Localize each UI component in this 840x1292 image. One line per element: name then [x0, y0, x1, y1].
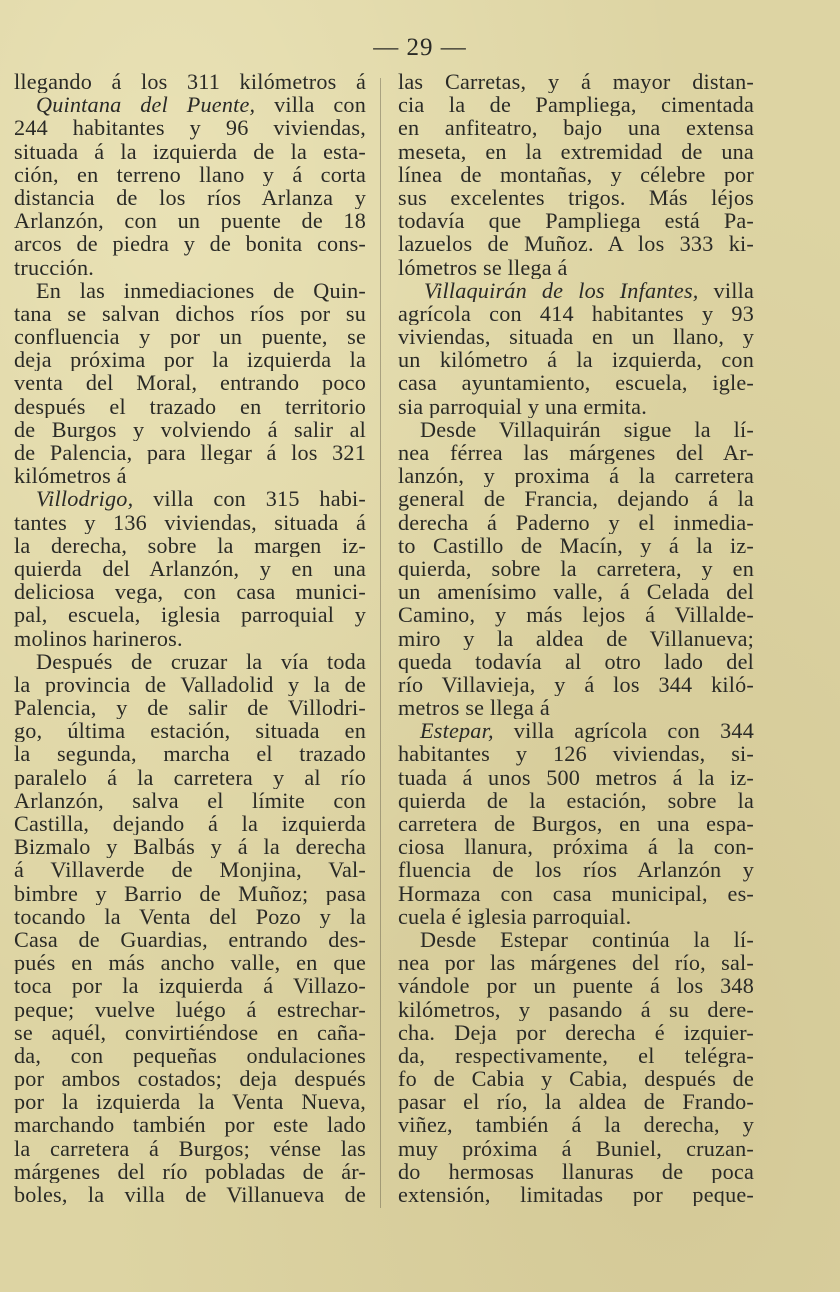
text-line: Villodrigo, villa con 315 habi- — [36, 487, 366, 511]
text-line: da, respectivamente, el telégra- — [398, 1043, 754, 1068]
text-line: marchando también por este lado — [14, 1113, 366, 1137]
text-line: da, con pequeñas ondulaciones — [14, 1043, 366, 1068]
text-line: kilómetros á — [14, 464, 127, 488]
text-line: Camino, y más lejos á Villalde- — [398, 603, 754, 627]
text-line: Castilla, dejando á la izquierda — [14, 812, 366, 836]
text-line: Desde Villaquirán sigue la lí- — [420, 417, 754, 441]
text-line: ción, en terreno llano y á corta — [14, 162, 366, 186]
text-line: las Carretas, y á mayor distan- — [398, 70, 754, 94]
text-line: go, última estación, situada en — [14, 719, 366, 743]
page-number: — 29 — — [373, 34, 467, 61]
text-line: toca por la izquierda á Villazo- — [14, 974, 366, 998]
text-line: arcos de piedra y de bonita cons- — [14, 232, 366, 256]
text-line: deja próxima por la izquierda la — [14, 348, 366, 372]
text-line: lazuelos de Muñoz. A los 333 ki- — [398, 232, 754, 256]
text-line: paralelo á la carretera y al río — [14, 765, 366, 789]
text-line: se aquél, convirtiéndose en caña- — [14, 1020, 366, 1044]
text-line: fo de Cabia y Cabia, después de — [398, 1067, 754, 1091]
text-line: por la izquierda la Venta Nueva, — [14, 1090, 366, 1114]
text-line: la segunda, marcha el trazado — [14, 742, 366, 766]
text-line: quierda, sobre la carretera, y en — [398, 556, 754, 581]
text-line: Estepar, villa agrícola con 344 — [420, 719, 754, 743]
text-line: pués en más ancho valle, en que — [14, 951, 366, 975]
text-line: todavía que Pampliega está Pa- — [398, 209, 754, 233]
text-line: to Castillo de Macín, y á la iz- — [398, 533, 754, 557]
text-line: nea férrea las márgenes del Ar- — [398, 441, 754, 465]
text-line: de Palencia, para llegar á los 321 — [14, 441, 366, 465]
left-text-column — [14, 70, 366, 1206]
text-line: peque; vuelve luégo á estrechar- — [14, 997, 366, 1021]
text-line: sus excelentes trigos. Más léjos — [398, 185, 754, 210]
text-line: viñez, también á la derecha, y — [398, 1113, 754, 1137]
text-line: después el trazado en territorio — [14, 394, 366, 418]
text-line: quierda del Arlanzón, y en una — [14, 556, 366, 581]
text-line: tuada á unos 500 metros á la iz- — [398, 765, 754, 789]
text-line: quierda de la estación, sobre la — [398, 788, 754, 812]
text-line: á Villaverde de Monjina, Val- — [14, 858, 366, 882]
text-line: carretera de Burgos, en una espa- — [398, 812, 754, 836]
text-line: extensión, limitadas por peque- — [398, 1183, 754, 1207]
text-line: nea por las márgenes del río, sal- — [398, 951, 754, 975]
text-line: agrícola con 414 habitantes y 93 — [398, 301, 754, 326]
text-line: cha. Deja por derecha é izquier- — [398, 1020, 754, 1044]
text-line: Villaquirán de los Infantes, villa — [424, 278, 754, 302]
text-line: 244 habitantes y 96 viviendas, — [14, 116, 366, 140]
text-line: lanzón, y proxima á la carretera — [398, 464, 754, 488]
text-line: casa ayuntamiento, escuela, igle- — [398, 371, 754, 395]
text-line: miro y la aldea de Villanueva; — [398, 626, 754, 650]
text-line: un amenísimo valle, á Celada del — [398, 580, 754, 604]
place-name: Quintana del Puente, — [36, 93, 256, 117]
text-line: Casa de Guardias, entrando des- — [14, 927, 366, 952]
text-line: do hermosas llanuras de poca — [398, 1159, 754, 1183]
place-name: Estepar, — [420, 719, 494, 743]
text-line: boles, la villa de Villanueva de — [14, 1183, 366, 1207]
text-line: confluencia y por un puente, se — [14, 325, 366, 349]
text-line: la carretera á Burgos; vénse las — [14, 1136, 366, 1160]
text-line: sia parroquial y una ermita. — [398, 394, 647, 418]
text-line: la provincia de Valladolid y la de — [14, 672, 366, 697]
text-line: metros se llega á — [398, 696, 550, 720]
text-line: derecha á Paderno y el inmedia- — [398, 510, 754, 534]
text-line: pasar el río, la aldea de Frando- — [398, 1090, 754, 1114]
text-line: Arlanzón, con un puente de 18 — [14, 209, 366, 233]
text-line: vándole por un puente á los 348 — [398, 974, 754, 998]
text-line: venta del Moral, entrando poco — [14, 371, 366, 395]
text-line: En las inmediaciones de Quin- — [36, 278, 366, 302]
text-line: viviendas, situada en un llano, y — [398, 325, 754, 349]
text-line: lómetros se llega á — [398, 255, 568, 279]
text-line: muy próxima á Buniel, cruzan- — [398, 1136, 754, 1160]
text-line: Palencia, y de salir de Villodri- — [14, 696, 366, 720]
text-line: río Villavieja, y á los 344 kiló- — [398, 672, 754, 697]
text-line: meseta, en la extremidad de una — [398, 139, 754, 163]
text-line: tocando la Venta del Pozo y la — [14, 904, 366, 928]
text-line: fluencia de los ríos Arlanzón y — [398, 858, 754, 882]
text-line: Bizmalo y Balbás y á la derecha — [14, 835, 366, 859]
text-line: deliciosa vega, con casa munici- — [14, 580, 366, 604]
text-line: en anfiteatro, bajo una extensa — [398, 116, 754, 140]
text-line: Hormaza con casa municipal, es- — [398, 881, 754, 905]
text-line: tantes y 136 viviendas, situada á — [14, 510, 366, 534]
text-line: cuela é iglesia parroquial. — [398, 904, 632, 928]
text-line: distancia de los ríos Arlanza y — [14, 185, 366, 210]
text-line: de Burgos y volviendo á salir al — [14, 417, 366, 441]
text-line: Arlanzón, salva el límite con — [14, 788, 366, 812]
place-name: Villaquirán de los Infantes, — [424, 278, 699, 302]
text-line: molinos harineros. — [14, 626, 183, 650]
text-line: queda todavía al otro lado del — [398, 649, 754, 673]
text-line: Quintana del Puente, villa con — [36, 93, 366, 117]
right-text-column — [398, 70, 754, 1206]
text-line: un kilómetro á la izquierda, con — [398, 348, 754, 372]
text-line: Desde Estepar continúa la lí- — [420, 927, 754, 952]
place-name: Villodrigo, — [36, 487, 134, 511]
text-line: márgenes del río pobladas de ár- — [14, 1159, 366, 1183]
text-line: llegando á los 311 kilómetros á — [14, 70, 366, 94]
text-line: habitantes y 126 viviendas, si- — [398, 742, 754, 766]
text-line: bimbre y Barrio de Muñoz; pasa — [14, 881, 366, 905]
text-line: pal, escuela, iglesia parroquial y — [14, 603, 366, 627]
text-line: situada á la izquierda de la esta- — [14, 139, 366, 163]
text-line: tana se salvan dichos ríos por su — [14, 301, 366, 326]
text-line: la derecha, sobre la margen iz- — [14, 533, 366, 557]
text-line: línea de montañas, y célebre por — [398, 162, 754, 186]
column-divider — [380, 78, 381, 1208]
text-line: Después de cruzar la vía toda — [36, 649, 366, 673]
text-line: general de Francia, dejando á la — [398, 487, 754, 511]
text-line: trucción. — [14, 255, 95, 279]
text-line: cia la de Pampliega, cimentada — [398, 93, 754, 117]
text-line: ciosa llanura, próxima á la con- — [398, 835, 754, 859]
text-line: por ambos costados; deja después — [14, 1067, 366, 1091]
text-line: kilómetros, y pasando á su dere- — [398, 997, 754, 1021]
